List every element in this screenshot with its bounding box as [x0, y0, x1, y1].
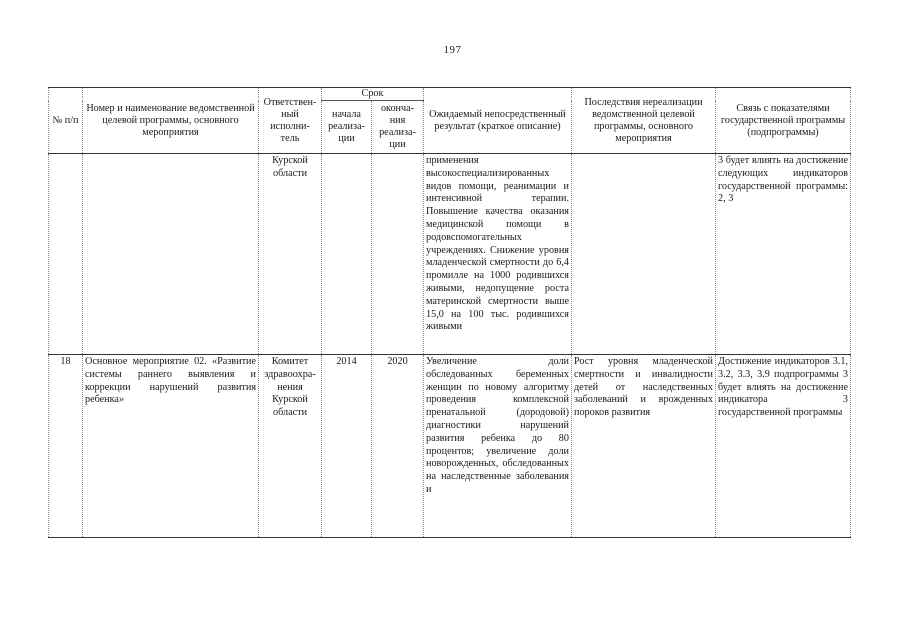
row-responsible: Комитет здравоохра-нения Курской области [259, 355, 322, 538]
row-num: 18 [49, 355, 83, 538]
row-consequences: Рост уровня младенческой смертности и инвалидности детей от наследственных заболеваний и врожденных пороков развития [572, 355, 716, 538]
row-start: 2014 [322, 355, 372, 538]
row-end [372, 154, 424, 355]
header-link: Связь с показателями государственной программы (подпрограммы) [716, 88, 851, 154]
header-name: Номер и наименование ведомственной целевой программы, основного мероприятия [83, 88, 259, 154]
row-consequences [572, 154, 716, 355]
row-end: 2020 [372, 355, 424, 538]
row-link: 3 будет влиять на достижение следующих индикаторов государственной программы: 2, 3 [716, 154, 851, 355]
page-number: 197 [443, 44, 462, 56]
header-num: № п/п [49, 88, 83, 154]
header-term: Срок [322, 88, 424, 101]
row-responsible: Курской области [259, 154, 322, 355]
row-expected: Увеличение доли обследованных беременных женщин по новому алгоритму проведения комплексной пренатальной (дородовой) диагностики нарушений развития ребенка до 80 процентов; увеличение доли новорожденных, обследованных на наследственные заболевания и [424, 355, 572, 538]
row-start [322, 154, 372, 355]
row-link: Достижение индикаторов 3.1, 3.2, 3.3, 3.9 подпрограммы 3 будет влиять на достижение индикатора 3 государственной программы [716, 355, 851, 538]
table-header [49, 88, 851, 154]
table-row [49, 154, 851, 355]
header-term-start: начала реализа-ции [322, 101, 372, 154]
table-row [49, 355, 851, 538]
header-responsible: Ответствен-ный исполни-тель [259, 88, 322, 154]
row-name: Основное мероприятие 02. «Развитие системы раннего выявления и коррекции нарушений развития ребенка» [83, 355, 259, 538]
header-expected: Ожидаемый непосредственный результат (краткое описание) [424, 88, 572, 154]
row-name [83, 154, 259, 355]
header-term-end: оконча-ния реализа-ции [372, 101, 424, 154]
row-expected: применения высокоспециализированных видов помощи, реанимации и интенсивной терапии. Повышение качества оказания медицинской помощи в родовспомогательных учреждениях. Снижение уровня младенческой смертности до 6,4 промилле на 1000 родившихся живыми, недопущение роста материнской смертности выше 15,0 на 100 тыс. родившихся живыми [424, 154, 572, 355]
measures-table [48, 87, 851, 538]
row-num [49, 154, 83, 355]
header-consequences: Последствия нереализации ведомственной целевой программы, основного мероприятия [572, 88, 716, 154]
